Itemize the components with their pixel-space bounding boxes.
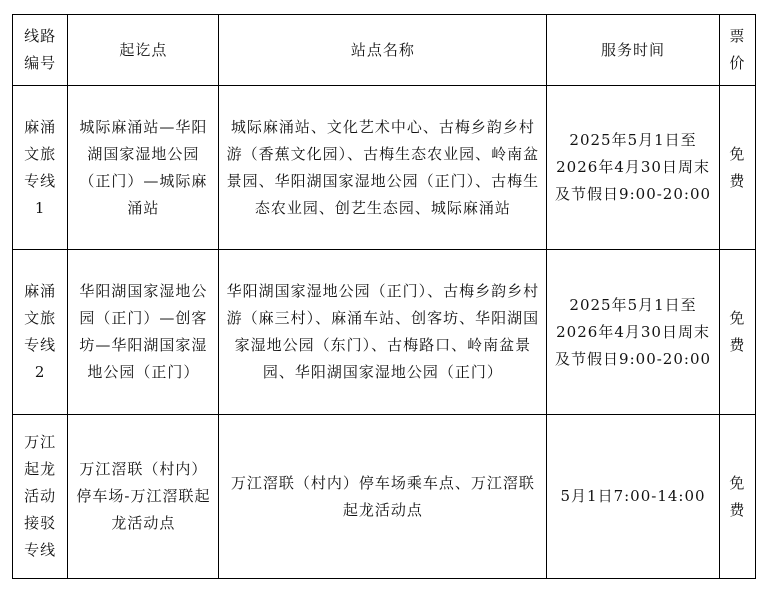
cell-line-no: 万江起龙活动接驳专线: [13, 415, 68, 579]
cell-line-no: 麻涌文旅专线2: [13, 250, 68, 415]
cell-origin-dest: 城际麻涌站—华阳湖国家湿地公园（正门）—城际麻涌站: [68, 86, 219, 250]
cell-service-time: 5月1日7:00-14:00: [547, 415, 719, 579]
cell-service-time: 2025年5月1日至2026年4月30日周末及节假日9:00-20:00: [547, 86, 719, 250]
cell-stops: 城际麻涌站、文化艺术中心、古梅乡韵乡村游（香蕉文化园）、古梅生态农业园、岭南盆景园、华阳湖国家湿地公园（正门）、古梅生态农业园、创艺生态园、城际麻涌站: [219, 86, 547, 250]
header-service-time: 服务时间: [547, 15, 719, 86]
cell-origin-dest: 万江滘联（村内）停车场-万江滘联起龙活动点: [68, 415, 219, 579]
cell-fare: 免费: [719, 86, 755, 250]
bus-routes-table: [12, 14, 756, 579]
cell-stops: 万江滘联（村内）停车场乘车点、万江滘联起龙活动点: [219, 415, 547, 579]
header-origin-dest: 起讫点: [68, 15, 219, 86]
cell-fare: 免费: [719, 415, 755, 579]
cell-line-no: 麻涌文旅专线1: [13, 86, 68, 250]
cell-origin-dest: 华阳湖国家湿地公园（正门）—创客坊—华阳湖国家湿地公园（正门）: [68, 250, 219, 415]
cell-fare: 免费: [719, 250, 755, 415]
header-line-no: 线路编号: [13, 15, 68, 86]
table-row: [13, 415, 756, 579]
table-header-row: [13, 15, 756, 86]
header-fare: 票价: [719, 15, 755, 86]
table-row: [13, 86, 756, 250]
cell-service-time: 2025年5月1日至2026年4月30日周末及节假日9:00-20:00: [547, 250, 719, 415]
header-stops: 站点名称: [219, 15, 547, 86]
table-row: [13, 250, 756, 415]
cell-stops: 华阳湖国家湿地公园（正门）、古梅乡韵乡村游（麻三村）、麻涌车站、创客坊、华阳湖国家湿地公园（东门）、古梅路口、岭南盆景园、华阳湖国家湿地公园（正门）: [219, 250, 547, 415]
